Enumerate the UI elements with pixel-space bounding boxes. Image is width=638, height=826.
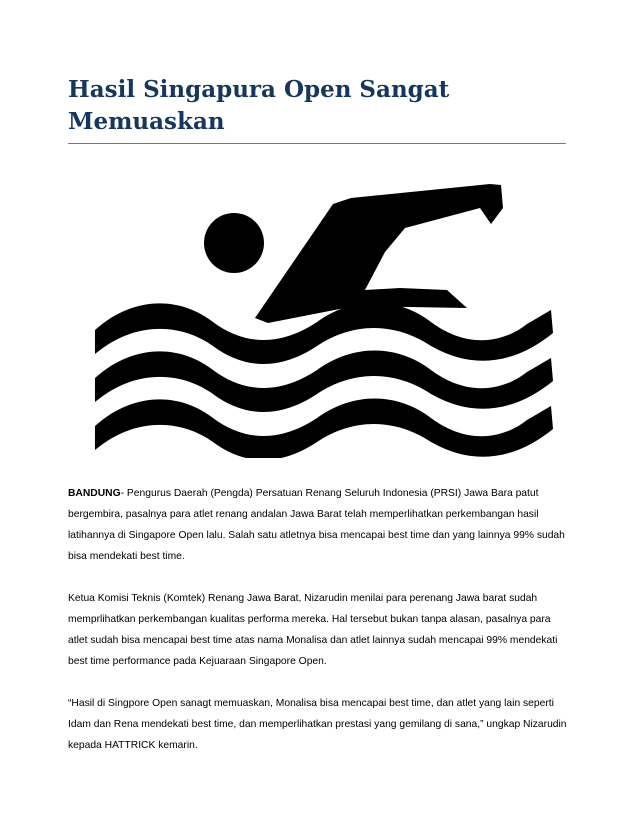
paragraph-1 xyxy=(68,483,568,567)
swimmer-head xyxy=(204,213,264,273)
paragraph-3: “Hasil di Singpore Open sanagt memuaskan, Monalisa bisa mencapai best time, dan atlet yang lain seperti Idam dan Rena mendekati best time, dan memperlihatkan prestasi yang gemilang di sana,” ungkap Nizarudin kepada HATTRICK kemarin. xyxy=(68,698,567,751)
title-line-2: Memuaskan xyxy=(68,108,225,135)
article-body xyxy=(68,483,568,777)
swimmer-icon xyxy=(95,180,553,458)
paragraph-2: Ketua Komisi Teknis (Komtek) Renang Jawa Barat, Nizarudin menilai para perenang Jawa barat sudah memprlihatkan perkembangan kualitas performa mereka. Hal tersebut bukan tanpa alasan, pasalnya para atlet sudah bisa mencapai best time atas nama Monalisa dan atlet lainnya sudah mencapai 99% mendekati best time performance pada Kejuaraan Singapore Open. xyxy=(68,593,558,667)
swimmer-body xyxy=(255,184,503,323)
page-title xyxy=(68,74,568,138)
paragraph-1-text: - Pengurus Daerah (Pengda) Persatuan Renang Seluruh Indonesia (PRSI) Jawa Bara patut bergembira, pasalnya para atlet renang andalan Jawa Barat telah memperlihatkan perkembangan hasil latihannya di Singapore Open lalu. Salah satu atletnya bisa mencapai best time dan yang lainnya 99% sudah bisa mendekati best time. xyxy=(68,488,565,562)
dateline: BANDUNG xyxy=(68,488,121,499)
title-underline xyxy=(68,143,566,144)
title-line-1: Hasil Singapura Open Sangat xyxy=(68,76,450,103)
